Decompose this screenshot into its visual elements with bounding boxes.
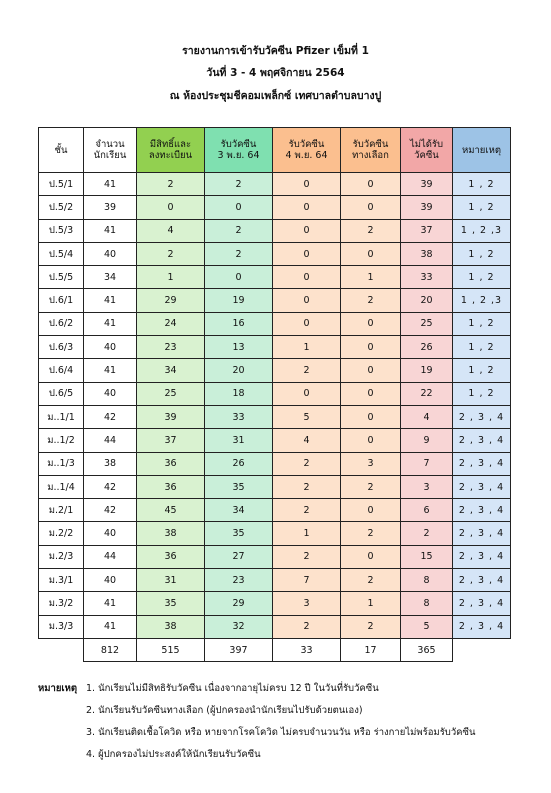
remark-cell: 1 , 2 <box>453 242 511 265</box>
students-cell: 41 <box>84 173 137 196</box>
total-nov4-cell: 33 <box>273 638 341 661</box>
not-vaccinated-cell: 5 <box>401 615 453 638</box>
table-row <box>39 219 511 242</box>
nov3-cell: 0 <box>205 266 273 289</box>
alternative-cell: 0 <box>341 242 401 265</box>
not-vaccinated-cell: 3 <box>401 475 453 498</box>
nov3-cell: 13 <box>205 336 273 359</box>
remark-cell: 2 , 3 , 4 <box>453 499 511 522</box>
nov3-cell: 32 <box>205 615 273 638</box>
students-cell: 41 <box>84 219 137 242</box>
table-row <box>39 382 511 405</box>
total-not-vaccinated-cell: 365 <box>401 638 453 661</box>
nov3-cell: 34 <box>205 499 273 522</box>
students-cell: 41 <box>84 312 137 335</box>
not-vaccinated-cell: 6 <box>401 499 453 522</box>
nov4-cell: 3 <box>273 592 341 615</box>
report-location: ณ ห้องประชุมชีคอมเพล็กซ์ เทศบาลตำบลบางปู <box>169 90 382 102</box>
header-nov3: รับวัคซีน 3 พ.ย. 64 <box>205 128 273 173</box>
notes-label: หมายเหตุ <box>38 683 78 694</box>
not-vaccinated-cell: 8 <box>401 592 453 615</box>
table-header-row <box>39 128 511 173</box>
nov3-cell: 26 <box>205 452 273 475</box>
nov4-cell: 0 <box>273 242 341 265</box>
students-cell: 44 <box>84 545 137 568</box>
class-cell: ม.3/2 <box>39 592 84 615</box>
alternative-cell: 0 <box>341 429 401 452</box>
class-cell: ม.2/2 <box>39 522 84 545</box>
nov4-cell: 1 <box>273 522 341 545</box>
class-cell: ป.5/1 <box>39 173 84 196</box>
remark-cell: 2 , 3 , 4 <box>453 405 511 428</box>
class-cell: ป.5/3 <box>39 219 84 242</box>
students-cell: 41 <box>84 289 137 312</box>
remark-cell: 2 , 3 , 4 <box>453 545 511 568</box>
nov3-cell: 19 <box>205 289 273 312</box>
totals-blank-cell <box>39 638 84 661</box>
report-title: รายงานการเข้ารับวัคซีน Pfizer เข็มที่ 1 <box>182 45 369 57</box>
not-vaccinated-cell: 20 <box>401 289 453 312</box>
students-cell: 41 <box>84 359 137 382</box>
nov4-cell: 0 <box>273 289 341 312</box>
header-not-vaccinated: ไม่ได้รับ วัคซีน <box>401 128 453 173</box>
nov3-cell: 2 <box>205 219 273 242</box>
not-vaccinated-cell: 25 <box>401 312 453 335</box>
students-cell: 40 <box>84 569 137 592</box>
not-vaccinated-cell: 9 <box>401 429 453 452</box>
alternative-cell: 0 <box>341 545 401 568</box>
table-row <box>39 336 511 359</box>
header-nov4: รับวัคซีน 4 พ.ย. 64 <box>273 128 341 173</box>
nov4-cell: 2 <box>273 499 341 522</box>
students-cell: 40 <box>84 242 137 265</box>
table-row <box>39 173 511 196</box>
table-row <box>39 475 511 498</box>
header-class: ชั้น <box>39 128 84 173</box>
nov3-cell: 18 <box>205 382 273 405</box>
not-vaccinated-cell: 39 <box>401 196 453 219</box>
not-vaccinated-cell: 39 <box>401 173 453 196</box>
nov3-cell: 20 <box>205 359 273 382</box>
total-students-cell: 812 <box>84 638 137 661</box>
alternative-cell: 0 <box>341 312 401 335</box>
header-alternative: รับวัคซีน ทางเลือก <box>341 128 401 173</box>
not-vaccinated-cell: 26 <box>401 336 453 359</box>
not-vaccinated-cell: 19 <box>401 359 453 382</box>
nov4-cell: 5 <box>273 405 341 428</box>
remark-cell: 1 , 2 <box>453 382 511 405</box>
alternative-cell: 0 <box>341 196 401 219</box>
alternative-cell: 0 <box>341 499 401 522</box>
nov4-cell: 7 <box>273 569 341 592</box>
class-cell: ป.6/4 <box>39 359 84 382</box>
nov4-cell: 0 <box>273 173 341 196</box>
alternative-cell: 0 <box>341 382 401 405</box>
registered-cell: 2 <box>137 173 205 196</box>
remark-cell: 2 , 3 , 4 <box>453 615 511 638</box>
total-registered-cell: 515 <box>137 638 205 661</box>
alternative-cell: 2 <box>341 615 401 638</box>
class-cell: ม.2/1 <box>39 499 84 522</box>
note-item-1: 1. นักเรียนไม่มีสิทธิรับวัคซีน เนื่องจากอายุไม่ครบ 12 ปี ในวันที่รับวัคซีน <box>86 683 379 694</box>
nov3-cell: 27 <box>205 545 273 568</box>
registered-cell: 2 <box>137 242 205 265</box>
not-vaccinated-cell: 38 <box>401 242 453 265</box>
table-row <box>39 429 511 452</box>
class-cell: ป.6/3 <box>39 336 84 359</box>
class-cell: ม..1/3 <box>39 452 84 475</box>
alternative-cell: 0 <box>341 359 401 382</box>
class-cell: ป.6/2 <box>39 312 84 335</box>
registered-cell: 36 <box>137 475 205 498</box>
nov3-cell: 2 <box>205 242 273 265</box>
students-cell: 34 <box>84 266 137 289</box>
students-cell: 41 <box>84 592 137 615</box>
registered-cell: 39 <box>137 405 205 428</box>
table-row <box>39 289 511 312</box>
alternative-cell: 2 <box>341 475 401 498</box>
class-cell: ม.3/3 <box>39 615 84 638</box>
remark-cell: 2 , 3 , 4 <box>453 429 511 452</box>
alternative-cell: 0 <box>341 405 401 428</box>
table-row <box>39 405 511 428</box>
remark-cell: 1 , 2 <box>453 359 511 382</box>
vaccination-table <box>38 127 511 662</box>
registered-cell: 35 <box>137 592 205 615</box>
not-vaccinated-cell: 15 <box>401 545 453 568</box>
alternative-cell: 3 <box>341 452 401 475</box>
nov3-cell: 35 <box>205 475 273 498</box>
registered-cell: 34 <box>137 359 205 382</box>
table-row <box>39 569 511 592</box>
remark-cell: 2 , 3 , 4 <box>453 522 511 545</box>
nov4-cell: 4 <box>273 429 341 452</box>
nov3-cell: 16 <box>205 312 273 335</box>
registered-cell: 4 <box>137 219 205 242</box>
registered-cell: 38 <box>137 615 205 638</box>
nov4-cell: 0 <box>273 382 341 405</box>
table-row <box>39 545 511 568</box>
nov3-cell: 33 <box>205 405 273 428</box>
remark-cell: 1 , 2 <box>453 336 511 359</box>
students-cell: 40 <box>84 522 137 545</box>
header-registered: มีสิทธิ์และ ลงทะเบียน <box>137 128 205 173</box>
remark-cell: 2 , 3 , 4 <box>453 569 511 592</box>
remark-cell: 1 , 2 ,3 <box>453 289 511 312</box>
students-cell: 40 <box>84 336 137 359</box>
nov3-cell: 35 <box>205 522 273 545</box>
class-cell: ม..1/2 <box>39 429 84 452</box>
remark-cell: 2 , 3 , 4 <box>453 475 511 498</box>
registered-cell: 36 <box>137 452 205 475</box>
not-vaccinated-cell: 22 <box>401 382 453 405</box>
remark-cell: 1 , 2 <box>453 196 511 219</box>
alternative-cell: 2 <box>341 522 401 545</box>
class-cell: ป.5/4 <box>39 242 84 265</box>
note-item-3: 3. นักเรียนติดเชื้อโควิด หรือ หายจากโรคโควิด ไม่ครบจำนวนวัน หรือ ร่างกายไม่พร้อมรับวัคซีน <box>86 727 476 738</box>
remark-cell: 2 , 3 , 4 <box>453 452 511 475</box>
not-vaccinated-cell: 4 <box>401 405 453 428</box>
registered-cell: 38 <box>137 522 205 545</box>
note-item-4: 4. ผู้ปกครองไม่ประสงค์ให้นักเรียนรับวัคซีน <box>86 749 261 760</box>
not-vaccinated-cell: 33 <box>401 266 453 289</box>
nov4-cell: 0 <box>273 196 341 219</box>
class-cell: ม..1/1 <box>39 405 84 428</box>
nov4-cell: 0 <box>273 266 341 289</box>
alternative-cell: 1 <box>341 592 401 615</box>
students-cell: 41 <box>84 615 137 638</box>
nov3-cell: 31 <box>205 429 273 452</box>
registered-cell: 29 <box>137 289 205 312</box>
table-row <box>39 615 511 638</box>
remark-cell: 1 , 2 <box>453 312 511 335</box>
class-cell: ม.2/3 <box>39 545 84 568</box>
table-row <box>39 522 511 545</box>
registered-cell: 25 <box>137 382 205 405</box>
registered-cell: 23 <box>137 336 205 359</box>
nov3-cell: 2 <box>205 173 273 196</box>
note-item-2: 2. นักเรียนรับวัคซีนทางเลือก (ผู้ปกครองนำนักเรียนไปรับด้วยตนเอง) <box>86 705 363 716</box>
alternative-cell: 2 <box>341 569 401 592</box>
students-cell: 42 <box>84 405 137 428</box>
totals-row <box>39 638 511 661</box>
registered-cell: 37 <box>137 429 205 452</box>
nov4-cell: 2 <box>273 545 341 568</box>
table-row <box>39 242 511 265</box>
class-cell: ม..1/4 <box>39 475 84 498</box>
students-cell: 42 <box>84 475 137 498</box>
students-cell: 38 <box>84 452 137 475</box>
students-cell: 40 <box>84 382 137 405</box>
students-cell: 42 <box>84 499 137 522</box>
totals-blank-remark-cell <box>453 638 511 661</box>
registered-cell: 1 <box>137 266 205 289</box>
nov4-cell: 2 <box>273 475 341 498</box>
alternative-cell: 1 <box>341 266 401 289</box>
table-body <box>39 173 511 662</box>
table-row <box>39 452 511 475</box>
nov3-cell: 23 <box>205 569 273 592</box>
nov4-cell: 2 <box>273 359 341 382</box>
nov4-cell: 1 <box>273 336 341 359</box>
class-cell: ป.5/2 <box>39 196 84 219</box>
alternative-cell: 2 <box>341 219 401 242</box>
alternative-cell: 2 <box>341 289 401 312</box>
registered-cell: 24 <box>137 312 205 335</box>
not-vaccinated-cell: 2 <box>401 522 453 545</box>
remark-cell: 1 , 2 <box>453 266 511 289</box>
alternative-cell: 0 <box>341 173 401 196</box>
header-remark: หมายเหตุ <box>453 128 511 173</box>
not-vaccinated-cell: 7 <box>401 452 453 475</box>
report-date: วันที่ 3 - 4 พฤศจิกายน 2564 <box>206 67 345 79</box>
class-cell: ม.3/1 <box>39 569 84 592</box>
nov4-cell: 0 <box>273 312 341 335</box>
nov4-cell: 2 <box>273 615 341 638</box>
registered-cell: 0 <box>137 196 205 219</box>
class-cell: ป.5/5 <box>39 266 84 289</box>
table-row <box>39 359 511 382</box>
nov4-cell: 2 <box>273 452 341 475</box>
remark-cell: 2 , 3 , 4 <box>453 592 511 615</box>
nov3-cell: 29 <box>205 592 273 615</box>
students-cell: 44 <box>84 429 137 452</box>
header-students: จำนวน นักเรียน <box>84 128 137 173</box>
table-row <box>39 312 511 335</box>
class-cell: ป.6/1 <box>39 289 84 312</box>
nov3-cell: 0 <box>205 196 273 219</box>
nov4-cell: 0 <box>273 219 341 242</box>
not-vaccinated-cell: 37 <box>401 219 453 242</box>
registered-cell: 45 <box>137 499 205 522</box>
alternative-cell: 0 <box>341 336 401 359</box>
table-row <box>39 499 511 522</box>
remark-cell: 1 , 2 ,3 <box>453 219 511 242</box>
not-vaccinated-cell: 8 <box>401 569 453 592</box>
table-row <box>39 196 511 219</box>
total-alternative-cell: 17 <box>341 638 401 661</box>
students-cell: 39 <box>84 196 137 219</box>
registered-cell: 31 <box>137 569 205 592</box>
registered-cell: 36 <box>137 545 205 568</box>
total-nov3-cell: 397 <box>205 638 273 661</box>
remark-cell: 1 , 2 <box>453 173 511 196</box>
class-cell: ป.6/5 <box>39 382 84 405</box>
table-row <box>39 592 511 615</box>
table-row <box>39 266 511 289</box>
